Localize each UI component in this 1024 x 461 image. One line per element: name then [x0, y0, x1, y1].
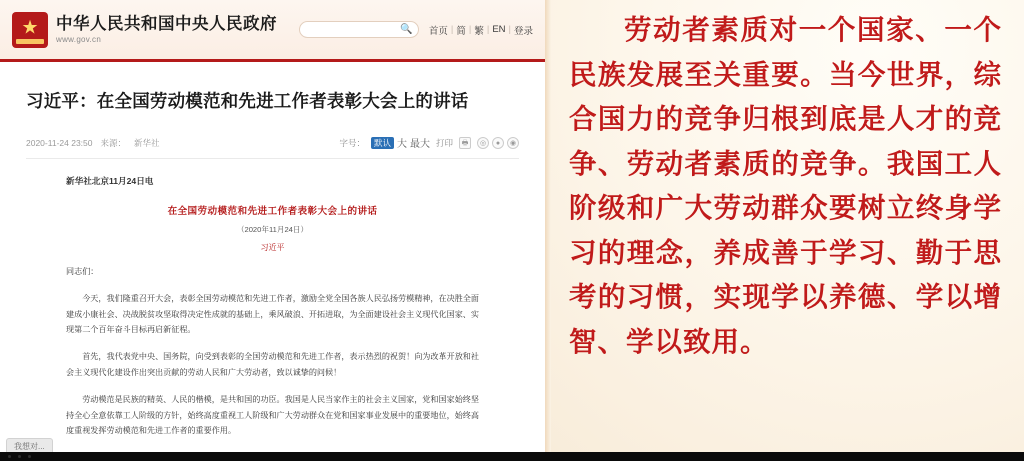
- article-meta-left: [26, 137, 160, 149]
- document-signature: 习近平: [260, 243, 285, 253]
- paragraph: 今天，我们隆重召开大会，表彰全国劳动模范和先进工作者，激励全党全国各族人民弘扬劳模精神，在决胜全面建成小康社会、决战脱贫攻坚取得决定性成就的基础上，乘风破浪、开拓进取，为全面建设社会主义现代化国家、实现第二个百年奋斗目标再启新征程。: [66, 293, 479, 335]
- fontsize-controls: [371, 135, 430, 150]
- paragraph: 同志们：: [66, 267, 99, 277]
- fontsize-label: 字号：: [339, 137, 365, 148]
- source-label: 来源：: [100, 137, 126, 148]
- site-branding: [56, 15, 277, 45]
- search-icon[interactable]: 🔍: [400, 24, 413, 35]
- status-badge[interactable]: 我想对...: [6, 438, 53, 455]
- nav-separator: |: [450, 24, 454, 35]
- quote-scroll-pane: [545, 0, 1024, 461]
- taskbar-indicator: [18, 455, 21, 458]
- site-domain: www.gov.cn: [56, 35, 102, 45]
- publish-date: 2020-11-24 23:50: [26, 137, 93, 148]
- nav-link-traditional[interactable]: 繁: [474, 25, 484, 37]
- taskbar-indicator: [8, 455, 11, 458]
- header-right-tools: [299, 21, 533, 38]
- header-nav: [429, 23, 533, 37]
- share-qq-icon[interactable]: ◉: [507, 137, 519, 149]
- document-title: 在全国劳动模范和先进工作者表彰大会上的讲话: [167, 206, 378, 218]
- share-wechat-icon[interactable]: ●: [492, 137, 504, 149]
- site-header: [0, 0, 545, 62]
- fontsize-largest-button[interactable]: 最大: [409, 139, 430, 151]
- taskbar-indicator: [28, 455, 31, 458]
- share-buttons: [477, 137, 519, 149]
- search-input[interactable]: [299, 21, 419, 38]
- share-weibo-icon[interactable]: ◎: [477, 137, 489, 149]
- nav-separator: |: [486, 24, 490, 35]
- paragraph: 劳动模范是民族的精英、人民的楷模，是共和国的功臣。我国是人民当家作主的社会主义国家，党和国家始终坚持全心全意依靠工人阶级的方针，始终高度重视工人阶级和广大劳动群众在党和国家事业发展中的重要地位，始终高度重视发挥劳动模范和先进工作者的重要作用。: [66, 394, 479, 436]
- nav-separator: |: [468, 24, 472, 35]
- nav-link-english[interactable]: EN: [492, 24, 506, 35]
- site-title: 中华人民共和国中央人民政府: [56, 14, 277, 33]
- fontsize-large-button[interactable]: 大: [396, 139, 407, 151]
- article-meta: [26, 135, 519, 159]
- taskbar[interactable]: [0, 452, 1024, 461]
- document-date: （2020年11月24日）: [236, 225, 309, 235]
- nav-link-home[interactable]: 首页: [428, 25, 448, 37]
- national-emblem-icon: [12, 12, 48, 48]
- dateline: 新华社北京11月24日电: [66, 176, 154, 187]
- article-container: [0, 88, 545, 439]
- fontsize-default-button[interactable]: 默认: [371, 137, 394, 149]
- printer-icon[interactable]: 🖶: [459, 137, 471, 149]
- article-body: [26, 175, 519, 439]
- nav-separator: |: [508, 24, 511, 35]
- quote-text: 劳动者素质对一个国家、一个民族发展至关重要。当今世界，综合国力的竞争归根到底是人才的竞争、劳动者素质的竞争。我国工人阶级和广大劳动群众要树立终身学习的理念，养成善于学习、勤于思考的习惯，实现学以养德、学以增智、学以致用。: [569, 14, 1002, 358]
- nav-link-login[interactable]: 登录: [513, 25, 533, 37]
- paragraph: 首先，我代表党中央、国务院，向受到表彰的全国劳动模范和先进工作者，表示热烈的祝贺！向为改革开放和社会主义现代化建设作出突出贡献的劳动人民和广大劳动者，致以诚挚的问候！: [66, 352, 479, 378]
- print-label[interactable]: 打印: [435, 137, 453, 148]
- source-name[interactable]: 新华社: [134, 137, 160, 148]
- nav-link-simplified[interactable]: 简: [456, 25, 466, 37]
- article-meta-right: [339, 135, 519, 150]
- page-title: 习近平：在全国劳动模范和先进工作者表彰大会上的讲话: [26, 91, 469, 111]
